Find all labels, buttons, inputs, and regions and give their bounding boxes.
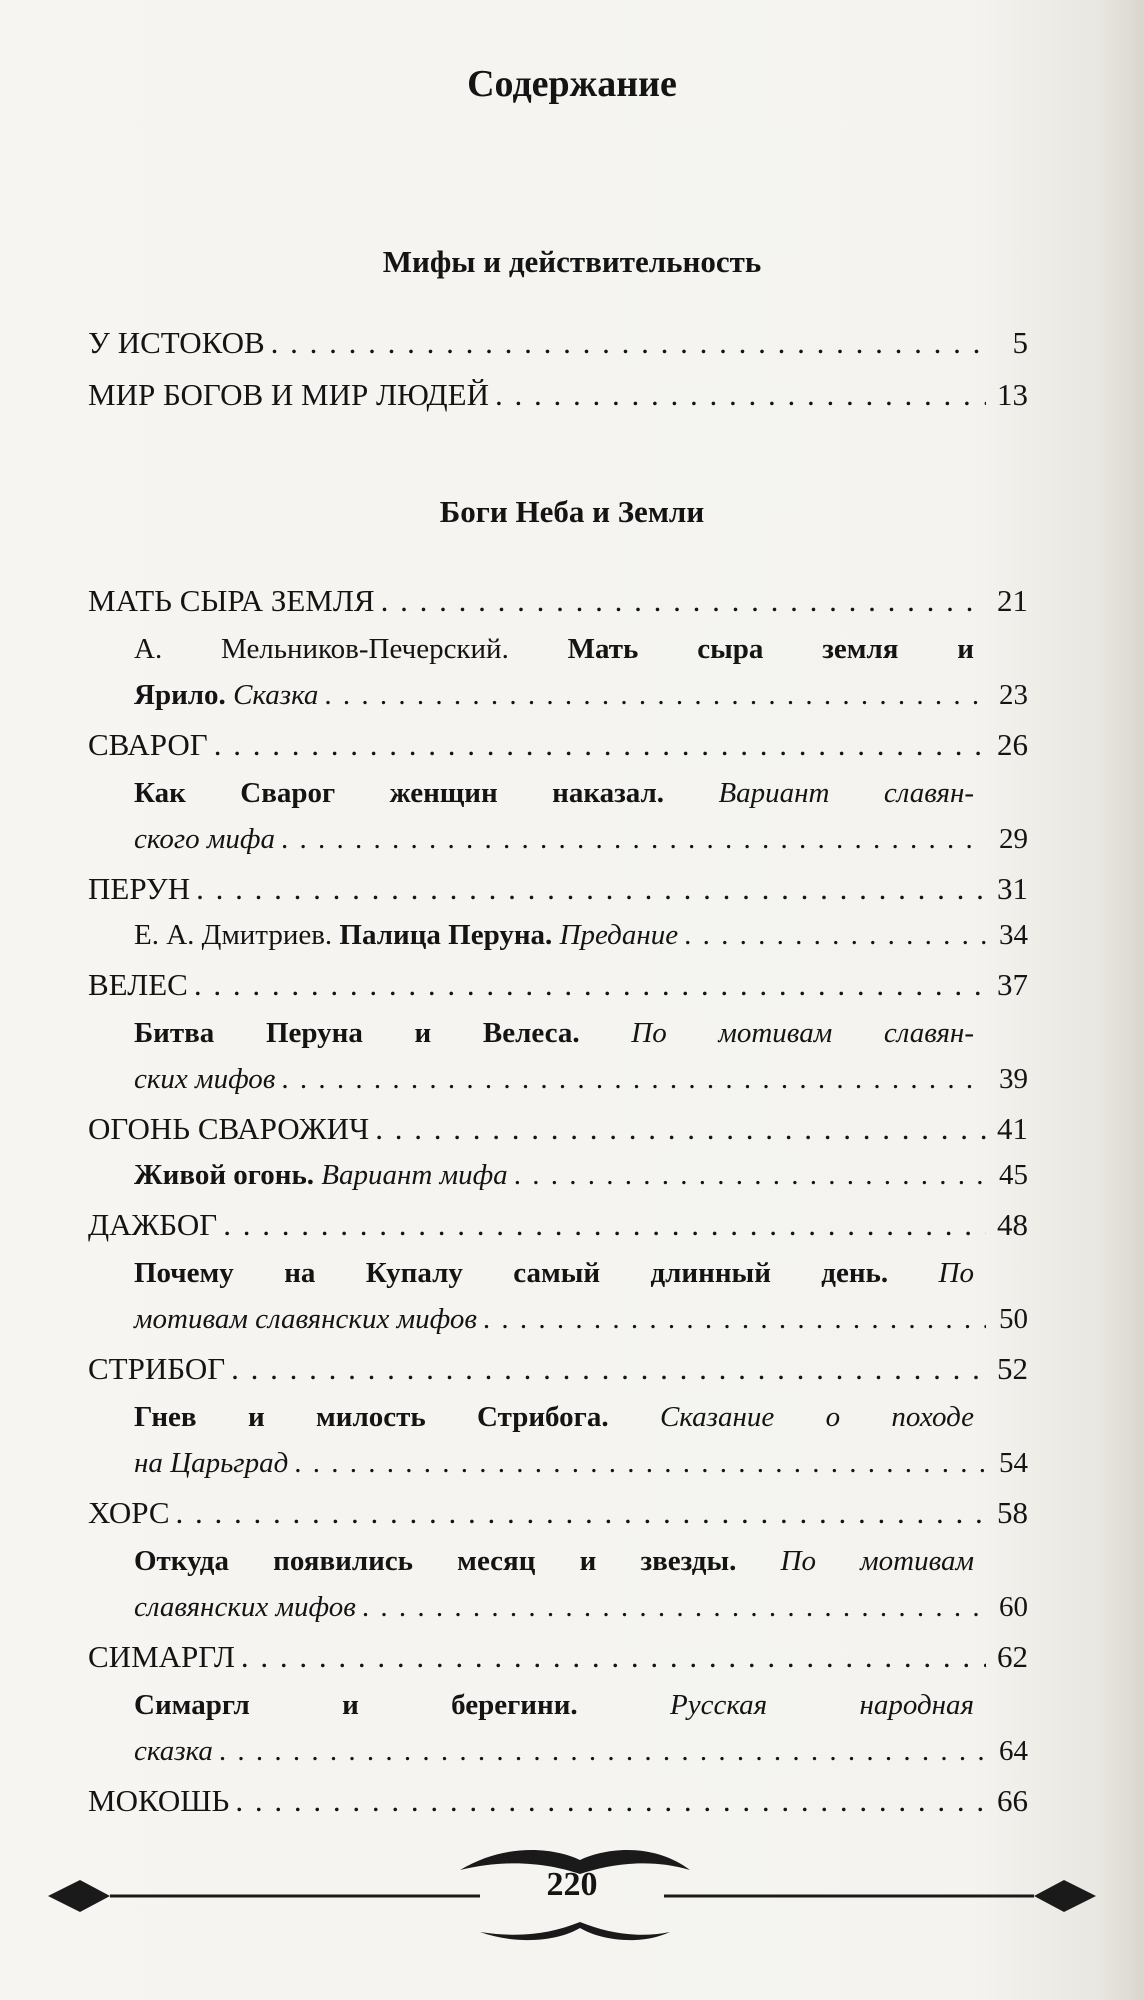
entry-page: 23 bbox=[999, 679, 1028, 711]
entry-page: 50 bbox=[999, 1303, 1028, 1335]
ornament-crest-bottom bbox=[480, 1922, 670, 1940]
entry-page: 58 bbox=[997, 1495, 1028, 1530]
toc-entry bbox=[88, 964, 1028, 1006]
page-number: 220 bbox=[546, 1866, 598, 1903]
entry-page: 13 bbox=[997, 377, 1028, 412]
leader-dots bbox=[241, 1636, 986, 1678]
toc-subentry bbox=[134, 1298, 1028, 1340]
toc-subentry-line bbox=[134, 1396, 974, 1438]
entry-page: 52 bbox=[997, 1351, 1028, 1386]
entry-genre: По мотивам славян- bbox=[631, 1017, 974, 1049]
toc-subentry-line bbox=[134, 1684, 974, 1726]
toc-subentry bbox=[134, 914, 1028, 956]
entry-genre: сказка bbox=[134, 1735, 213, 1767]
page-title: Содержание bbox=[467, 63, 677, 105]
entry-page: 64 bbox=[999, 1735, 1028, 1767]
section-heading: Мифы и действительность bbox=[382, 244, 762, 279]
toc-subentry-line bbox=[134, 628, 974, 670]
entry-genre: ского мифа bbox=[134, 823, 275, 855]
toc-subentry bbox=[134, 1730, 1028, 1772]
leader-dots bbox=[324, 674, 986, 716]
toc-entry bbox=[88, 322, 1028, 364]
entry-page: 34 bbox=[999, 919, 1028, 951]
leader-dots bbox=[194, 964, 986, 1006]
entry-page: 62 bbox=[997, 1639, 1028, 1674]
entry-genre: Вариант мифа bbox=[321, 1159, 508, 1191]
leader-dots bbox=[483, 1298, 986, 1340]
entry-page: 31 bbox=[997, 871, 1028, 906]
toc-entry bbox=[88, 1108, 1028, 1150]
entry-page: 21 bbox=[997, 583, 1028, 618]
toc-subentry bbox=[134, 818, 1028, 860]
leader-dots bbox=[214, 724, 986, 766]
toc-entry bbox=[88, 868, 1028, 910]
toc-entry bbox=[88, 1636, 1028, 1678]
leader-dots bbox=[176, 1492, 987, 1534]
entry-title: ПЕРУН bbox=[88, 871, 191, 906]
entry-page: 29 bbox=[999, 823, 1028, 855]
entry-genre: Вариант славян- bbox=[718, 777, 975, 809]
section-heading: Боги Неба и Земли bbox=[439, 494, 705, 529]
leader-dots bbox=[231, 1348, 986, 1390]
toc-subentry bbox=[134, 1154, 1028, 1196]
entry-bold-title: Битва Перуна и Велеса. bbox=[134, 1017, 580, 1049]
entry-title: МИР БОГОВ И МИР ЛЮДЕЙ bbox=[88, 377, 489, 412]
toc-subentry bbox=[134, 1442, 1028, 1484]
entry-bold-title: Почему на Купалу самый длинный день. bbox=[134, 1257, 889, 1289]
entry-page: 41 bbox=[997, 1111, 1028, 1146]
toc-entry bbox=[88, 1204, 1028, 1246]
entry-bold-title: Палица Перуна. bbox=[339, 919, 553, 951]
toc-entry bbox=[88, 580, 1028, 622]
leader-dots bbox=[362, 1586, 986, 1628]
entry-title: ХОРС bbox=[88, 1495, 170, 1530]
entry-genre: Сказка bbox=[233, 679, 319, 711]
entry-genre: славянских мифов bbox=[134, 1591, 356, 1623]
leader-dots bbox=[223, 1204, 986, 1246]
entry-page: 48 bbox=[997, 1207, 1028, 1242]
entry-author: А. Мельников-Печерский. bbox=[134, 633, 509, 665]
entry-page: 37 bbox=[997, 967, 1028, 1002]
entry-title: СВАРОГ bbox=[88, 727, 208, 762]
entry-bold-title: Откуда появились месяц и звезды. bbox=[134, 1545, 737, 1577]
entry-bold-title: Симаргл и берегини. bbox=[134, 1689, 578, 1721]
toc-subentry-line bbox=[134, 1012, 974, 1054]
entry-genre: Сказание о походе bbox=[659, 1401, 975, 1433]
leader-dots bbox=[381, 580, 986, 622]
toc-entry bbox=[88, 374, 1028, 416]
toc-entry bbox=[88, 1492, 1028, 1534]
entry-page: 26 bbox=[997, 727, 1028, 762]
entry-title: МОКОШЬ bbox=[88, 1783, 230, 1818]
entry-bold-title: Гнев и милость Стрибога. bbox=[134, 1401, 609, 1433]
toc-entry bbox=[88, 724, 1028, 766]
leader-dots bbox=[375, 1108, 986, 1150]
entry-page: 39 bbox=[999, 1063, 1028, 1095]
entry-bold-title: Живой огонь. bbox=[134, 1159, 315, 1191]
leader-dots bbox=[684, 914, 986, 956]
entry-title: ДАЖБОГ bbox=[88, 1207, 218, 1242]
entry-genre: По мотивам bbox=[780, 1545, 975, 1577]
entry-bold-title: Ярило. bbox=[134, 679, 226, 711]
entry-page: 5 bbox=[1012, 325, 1028, 360]
leader-dots bbox=[219, 1730, 986, 1772]
toc-entry bbox=[88, 1348, 1028, 1390]
entry-genre: Предание bbox=[559, 919, 679, 951]
entry-title: СИМАРГЛ bbox=[88, 1639, 235, 1674]
entry-page: 66 bbox=[997, 1783, 1028, 1818]
entry-title: СТРИБОГ bbox=[88, 1351, 226, 1386]
entry-title: ОГОНЬ СВАРОЖИЧ bbox=[88, 1111, 370, 1146]
leader-dots bbox=[514, 1154, 986, 1196]
entry-genre: ских мифов bbox=[134, 1063, 276, 1095]
toc-subentry-line bbox=[134, 1252, 974, 1294]
toc-subentry-line bbox=[134, 772, 974, 814]
entry-genre: на Царьград bbox=[134, 1447, 289, 1479]
leader-dots bbox=[196, 868, 986, 910]
toc-subentry bbox=[134, 674, 1028, 716]
toc-subentry-line bbox=[134, 1540, 974, 1582]
leader-dots bbox=[281, 1058, 986, 1100]
toc-subentry bbox=[134, 1586, 1028, 1628]
entry-genre: Русская народная bbox=[669, 1689, 974, 1721]
entry-bold-title: Мать сыра земля и bbox=[567, 633, 974, 665]
entry-page: 45 bbox=[999, 1159, 1028, 1191]
entry-page: 60 bbox=[999, 1591, 1028, 1623]
leader-dots bbox=[281, 818, 986, 860]
toc-subentry bbox=[134, 1058, 1028, 1100]
entry-bold-title: Как Сварог женщин наказал. bbox=[134, 777, 665, 809]
entry-genre: По bbox=[938, 1257, 974, 1289]
leader-dots bbox=[495, 374, 986, 416]
entry-author: Е. А. Дмитриев. bbox=[134, 919, 333, 951]
entry-title: ВЕЛЕС bbox=[88, 967, 188, 1002]
leader-dots bbox=[294, 1442, 986, 1484]
entry-page: 54 bbox=[999, 1447, 1028, 1479]
entry-title: МАТЬ СЫРА ЗЕМЛЯ bbox=[88, 583, 375, 618]
leader-dots bbox=[235, 1780, 986, 1822]
entry-genre: мотивам славянских мифов bbox=[134, 1303, 477, 1335]
leader-dots bbox=[271, 322, 986, 364]
entry-title: У ИСТОКОВ bbox=[88, 325, 265, 360]
toc-entry bbox=[88, 1780, 1028, 1822]
